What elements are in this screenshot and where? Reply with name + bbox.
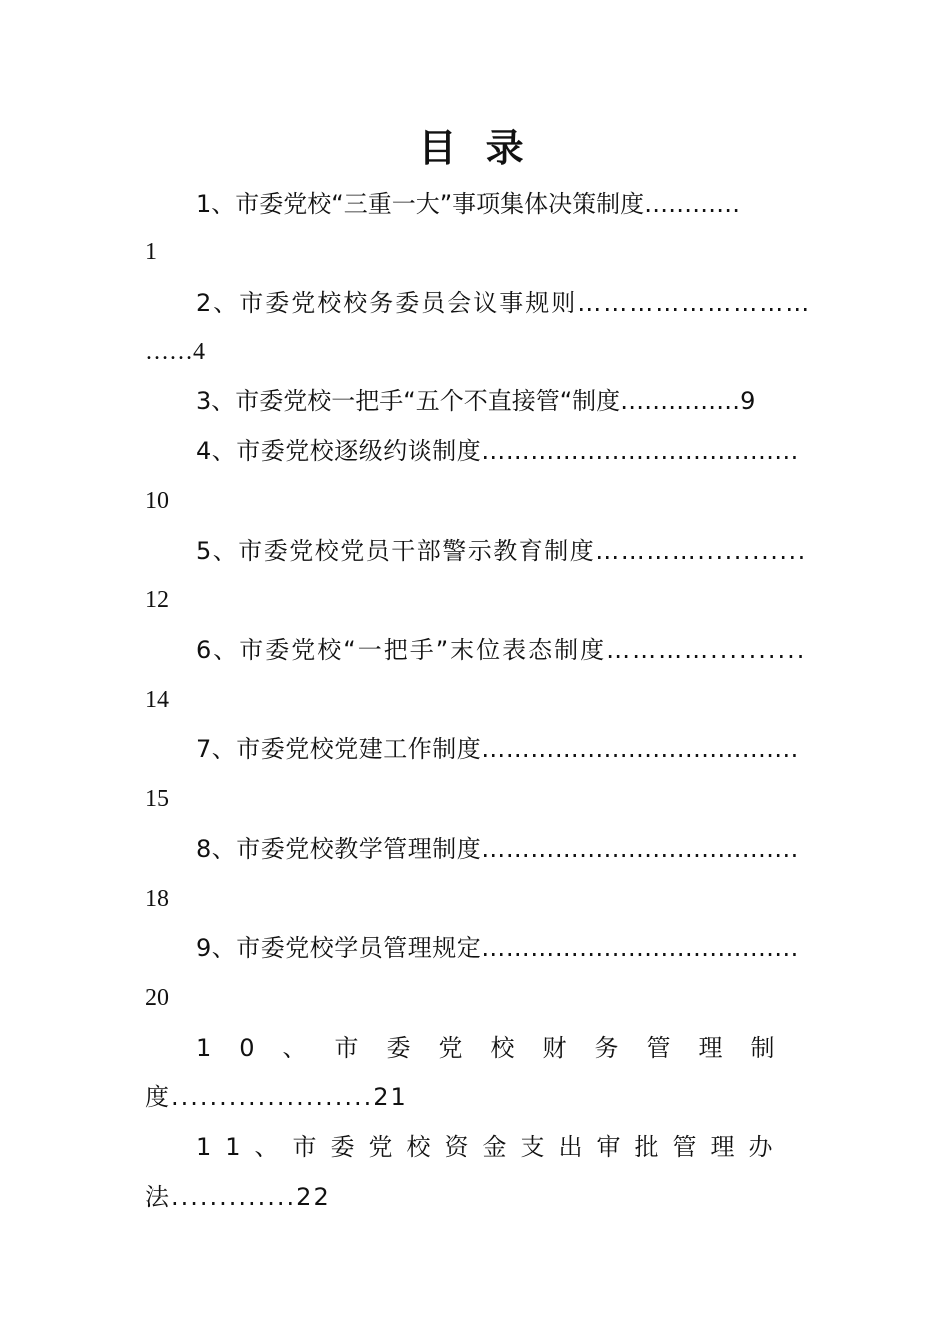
toc-entry-2-page: ……4 [145, 339, 205, 365]
toc-entry-2-line1: 2、市委党校校务委员会议事规则……………………… [196, 289, 812, 317]
toc-entry-7-page: 15 [145, 786, 169, 812]
toc-entry-4-page: 10 [145, 488, 169, 514]
toc-entry-3-line1: 3、市委党校一把手“五个不直接管“制度……………9 [196, 387, 756, 415]
toc-entry-11-line2: 法.............22 [145, 1183, 331, 1211]
toc-entry-9-page: 20 [145, 985, 169, 1011]
toc-entry-10-line1: 10、市委党校财务管理制 [196, 1034, 803, 1062]
toc-entry-6-page: 14 [145, 687, 169, 713]
toc-entry-1-page: 1 [145, 239, 157, 265]
toc-entry-4-line1: 4、市委党校逐级约谈制度…………........................... [196, 437, 799, 465]
toc-entry-1-line1: 1、市委党校“三重一大”事项集体决策制度………… [196, 190, 741, 218]
toc-entry-5-line1: 5、市委党校党员干部警示教育制度…………............ [196, 537, 807, 565]
toc-entry-9-line1: 9、市委党校学员管理规定…………........................... [196, 934, 799, 962]
page-title: 目 录 [418, 126, 532, 170]
toc-entry-7-line1: 7、市委党校党建工作制度…………........................... [196, 735, 799, 763]
toc-entry-5-page: 12 [145, 587, 169, 613]
toc-entry-10-line2: 度.....................21 [145, 1083, 408, 1111]
toc-entry-8-page: 18 [145, 886, 169, 912]
toc-entry-6-line1: 6、市委党校“一把手”末位表态制度………….......... [196, 636, 807, 664]
toc-entry-8-line1: 8、市委党校教学管理制度…………........................... [196, 835, 799, 863]
toc-entry-11-line1: 11、市委党校资金支出审批管理办 [196, 1133, 787, 1161]
